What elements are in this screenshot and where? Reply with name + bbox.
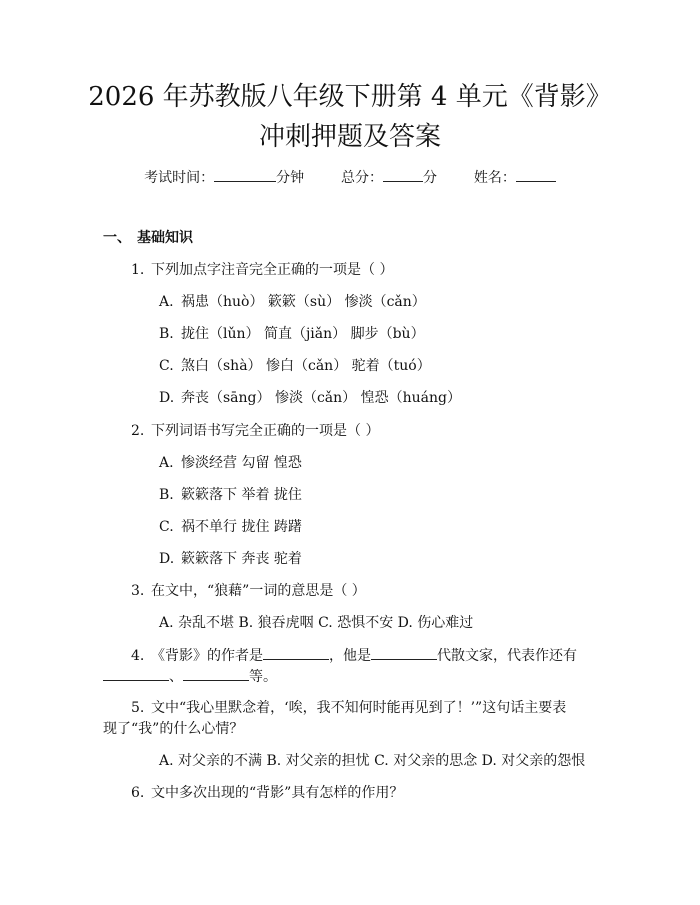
q2-option-b: B. 簌簌落下 举着 拢住	[159, 487, 302, 503]
question-text: 文中多次出现的“背影”具有怎样的作用？	[151, 785, 404, 801]
time-blank	[214, 167, 276, 182]
question-1	[131, 260, 393, 280]
question-3	[131, 581, 366, 601]
name-label: 姓名：	[473, 170, 516, 186]
exam-info-bar	[0, 167, 700, 188]
q5-options: A. 对父亲的不满 B. 对父亲的担忧 C. 对父亲的思念 D. 对父亲的怨恨	[159, 753, 586, 769]
q2-option-c: C. 祸不单行 拢住 踌躇	[159, 519, 302, 535]
question-4: 4. 《背影》的作者是 ，他是 代散文家，代表作还有	[131, 645, 577, 666]
section-title: 基础知识	[137, 230, 193, 246]
q1-option-a: A. 祸患（huò） 簌簌（sù） 惨淡（cǎn）	[159, 294, 426, 310]
question-text: 文中“我心里默念着，‘唉，我不知何时能再见到了！’”这句话主要表	[151, 700, 567, 716]
question-number: 3.	[131, 583, 145, 599]
score-blank	[383, 167, 423, 182]
section-heading	[103, 228, 193, 248]
q2-option-a: A. 惨淡经营 勾留 惶恐	[159, 455, 302, 471]
question-5	[131, 698, 566, 718]
q2-option-d: D. 簌簌落下 奔丧 驼着	[159, 551, 302, 567]
question-number: 2.	[131, 423, 145, 439]
author-blank	[263, 645, 329, 660]
q1-option-c: C. 煞白（shà） 惨白（cǎn） 驼着（tuó）	[159, 358, 431, 374]
exam-title-line1: 2026 年苏教版八年级下册第 4 单元《背影》	[88, 82, 612, 112]
q3-options: A. 杂乱不堪 B. 狼吞虎咽 C. 恐惧不安 D. 伤心难过	[159, 615, 474, 631]
question-number: 1.	[131, 262, 145, 278]
question-number: 4.	[131, 648, 145, 664]
work-blank-2	[183, 666, 249, 681]
exam-title-line2: 冲刺押题及答案	[258, 122, 441, 152]
question-text: 下列加点字注音完全正确的一项是（ ）	[151, 262, 394, 278]
work-blank-1	[103, 666, 169, 681]
score-unit: 分	[423, 170, 437, 186]
era-blank	[371, 645, 437, 660]
question-number: 5.	[131, 700, 145, 716]
time-label: 考试时间：	[144, 170, 215, 186]
q1-option-b: B. 拢住（lǔn） 简直（jiǎn） 脚步（bù）	[159, 326, 425, 342]
q1-option-d: D. 奔丧（sāng） 惨淡（cǎn） 惶恐（huáng）	[159, 390, 461, 406]
question-text: 在文中，“狼藉”一词的意思是（ ）	[151, 583, 366, 599]
question-6	[131, 783, 403, 803]
question-text: 下列词语书写完全正确的一项是（ ）	[151, 423, 380, 439]
time-unit: 分钟	[276, 170, 305, 186]
name-blank	[516, 167, 556, 182]
question-4-line2: 、 等。	[103, 666, 277, 687]
section-number: 一、	[103, 230, 131, 246]
question-number: 6.	[131, 785, 145, 801]
question-5-line2: 现了“我”的什么心情？	[103, 721, 244, 737]
question-2	[131, 421, 379, 441]
score-label: 总分：	[341, 170, 383, 186]
